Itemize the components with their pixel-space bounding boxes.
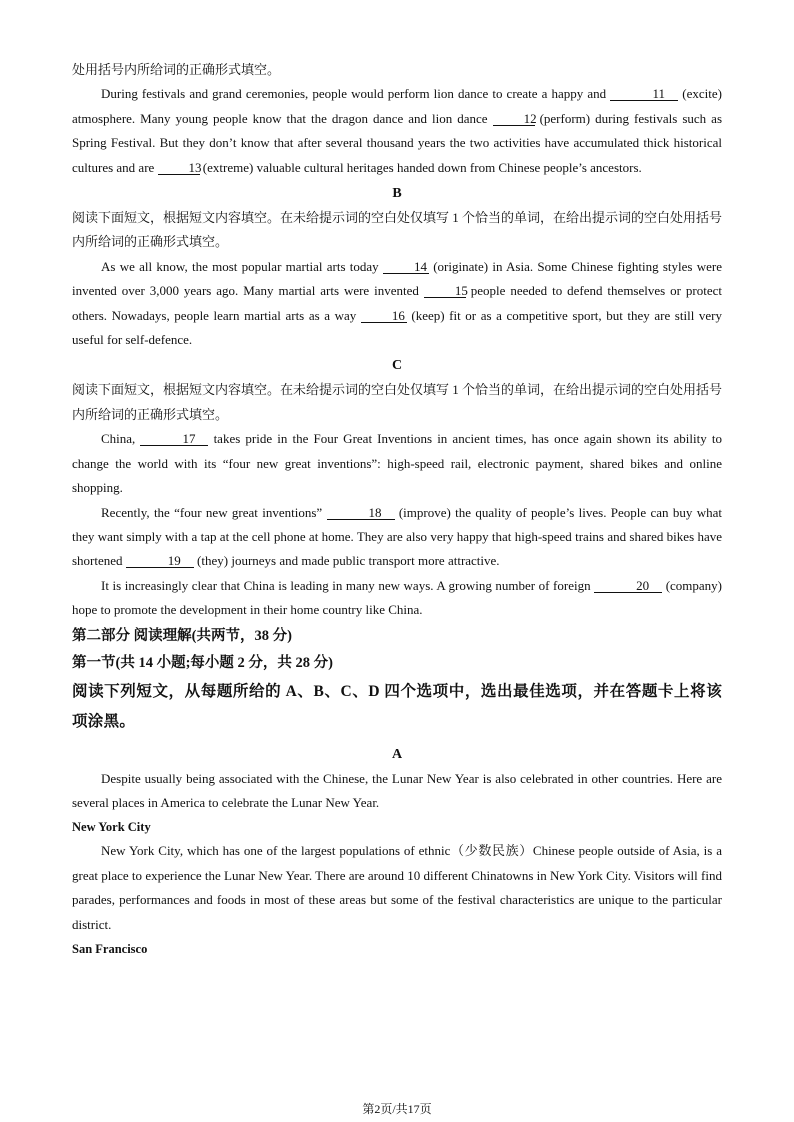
passage-c-paragraph: [72, 501, 722, 574]
passage-a-paragraph: [72, 82, 722, 180]
text-run: (extreme) valuable cultural heritages handed down from Chinese people’s ancestors.: [199, 159, 642, 175]
blank-19[interactable]: 19: [126, 554, 194, 568]
page-number-footer: 第2页/共17页: [362, 1102, 432, 1116]
section-c-title: C: [391, 358, 403, 374]
blank-15[interactable]: 15: [424, 284, 466, 298]
passage-b-paragraph: [72, 255, 722, 353]
blank-16[interactable]: 16: [361, 309, 407, 323]
text-run: As we all know, the most popular martial arts today: [101, 258, 383, 274]
section-a-instruction-tail: 处用括号内所给词的正确形式填空。: [72, 62, 281, 77]
reading-a-title: A: [391, 746, 403, 762]
blank-20[interactable]: 20: [594, 579, 662, 593]
text-run: Recently, the “four new great inventions”: [101, 504, 327, 520]
text-run: (perform) during festivals such as Spring Festival. But they don’t know that after several thousand years the two activities have accumulated thick historical cultures and are: [72, 110, 722, 175]
passage-c-paragraph: [72, 427, 722, 500]
blank-13[interactable]: 13: [158, 161, 200, 175]
text-run: China,: [101, 431, 141, 447]
text-run: (they) journeys and made public transport more attractive.: [193, 553, 500, 569]
text-run: (improve) the quality of people’s lives. People can buy what they want simply with a tap at the cell phone at home. They are also very happy that high-speed trains and shared bikes have shortened: [72, 504, 722, 569]
section-c-instruction: 阅读下面短文，根据短文内容填空。在未给提示词的空白处仅填写 1 个恰当的单词，在给出提示词的空白处用括号内所给词的正确形式填空。: [72, 382, 723, 422]
text-run: During festivals and grand ceremonies, people would perform lion dance to create a happy and: [101, 86, 611, 102]
text-run: (keep) fit or as a competitive sport, but they are still very useful for self-defence.: [72, 307, 722, 348]
blank-18[interactable]: 18: [327, 506, 395, 520]
text-run: people needed to defend themselves or protect others. Nowadays, people learn martial arts as a way: [72, 283, 722, 323]
text-run: (originate) in Asia. Some Chinese fighting styles were invented over 3,000 years ago. Many martial arts were invented: [72, 258, 722, 299]
san-francisco-heading: San Francisco: [72, 941, 148, 956]
blank-12[interactable]: 12: [493, 112, 535, 126]
passage-c-paragraph: [72, 574, 722, 623]
new-york-city-text: New York City, which has one of the largest populations of ethnic（少数民族）Chinese people outside of Asia, is a great place to experience the Lunar New Year. There are around 10 different Chinatowns in New York City. Visitors will find parades, performances and foods in most of these areas but some of the festival characteristics are unique to the particular district.: [72, 843, 722, 932]
text-run: It is increasingly clear that China is leading in many new ways. A growing number of foreign: [101, 577, 595, 593]
section-b-title: B: [392, 186, 402, 202]
blank-11[interactable]: 11: [610, 87, 678, 101]
section-b-instruction: 阅读下面短文，根据短文内容填空。在未给提示词的空白处仅填写 1 个恰当的单词，在给出提示词的空白处用括号内所给词的正确形式填空。: [72, 210, 723, 250]
blank-17[interactable]: 17: [140, 432, 208, 446]
part-two-section-one: 第一节(共 14 小题;每小题 2 分，共 28 分): [72, 654, 333, 671]
part-two-instruction: 阅读下列短文，从每题所给的 A、B、C、D 四个选项中，选出最佳选项，并在答题卡上将该项涂黑。: [72, 682, 722, 730]
text-run: takes pride in the Four Great Inventions in ancient times, has once again shown its ability to change the world with its “four new great inventions”: high-speed rail, electronic payment, shared bikes and online shopping.: [72, 431, 722, 496]
document-page: [72, 58, 722, 961]
text-run: (excite) atmosphere. Many young people know that the dragon dance and lion dance: [72, 86, 722, 126]
new-york-city-heading: New York City: [72, 820, 151, 835]
blank-14[interactable]: 14: [383, 260, 429, 274]
part-two-title: 第二部分 阅读理解(共两节，38 分): [72, 627, 292, 644]
text-run: (company) hope to promote the development in their home country like China.: [72, 577, 723, 618]
reading-a-intro: Despite usually being associated with the Chinese, the Lunar New Year is also celebrated in other countries. Here are several places in America to celebrate the Lunar New Year.: [72, 770, 722, 810]
